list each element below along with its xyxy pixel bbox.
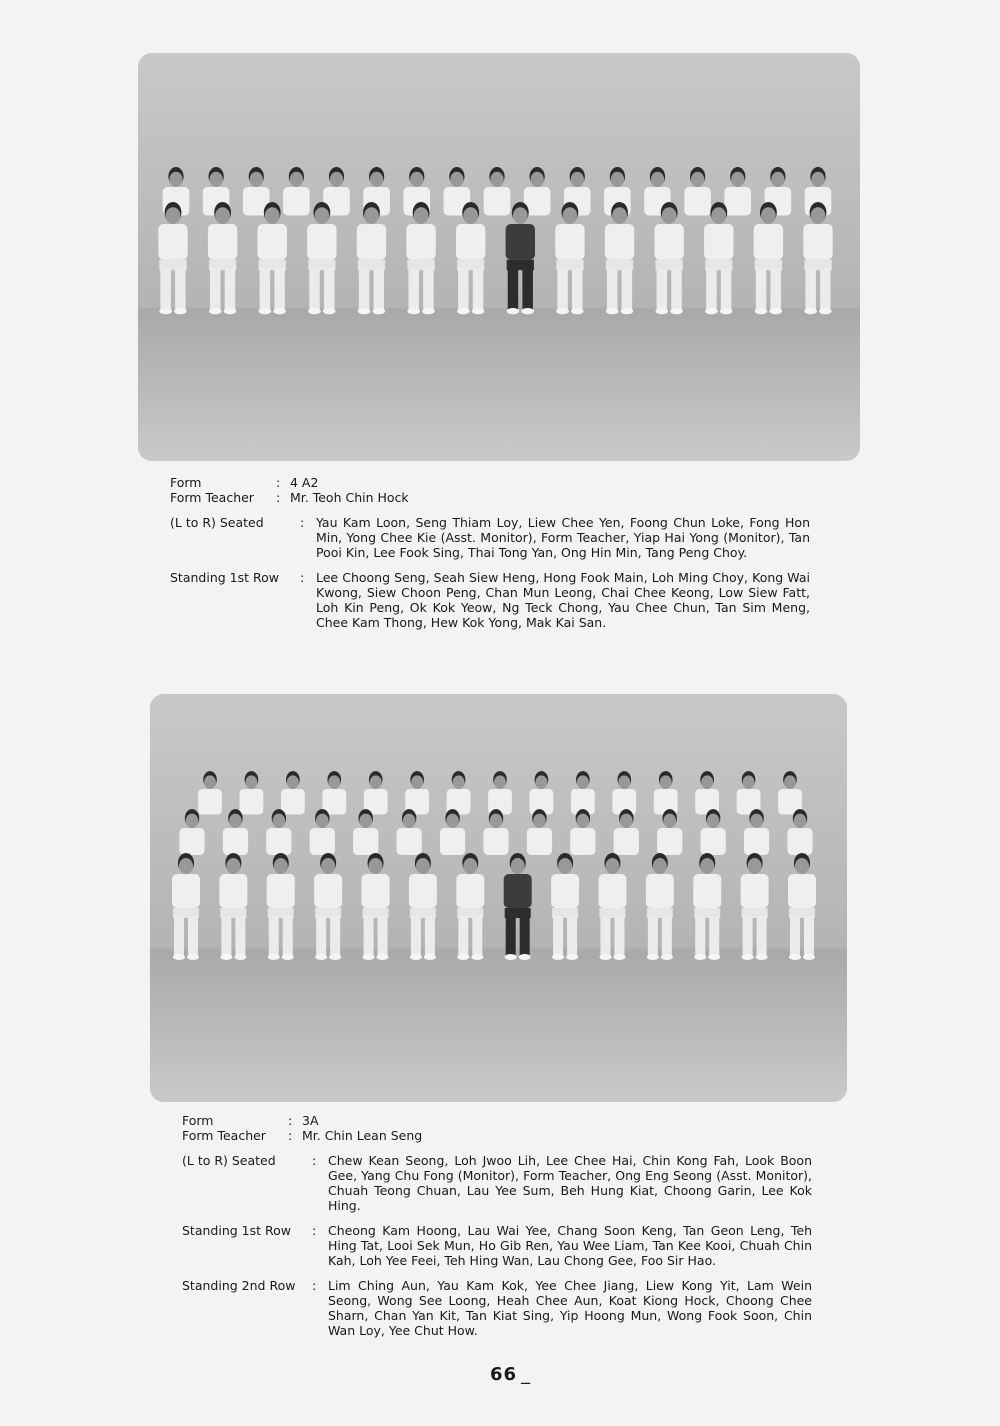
form-value: 4 A2 bbox=[290, 475, 319, 490]
colon: : bbox=[300, 515, 305, 530]
standing-1st-row bbox=[170, 570, 810, 630]
colon: : bbox=[276, 490, 281, 505]
form-teacher-label: Form Teacher bbox=[170, 490, 254, 505]
standing-1st-label: Standing 1st Row bbox=[182, 1223, 291, 1238]
form-teacher-row bbox=[182, 1128, 812, 1143]
form-label: Form bbox=[182, 1113, 214, 1128]
class-photo-4a2-image bbox=[138, 53, 860, 461]
caption-4a2 bbox=[170, 475, 810, 630]
page-number bbox=[490, 1364, 531, 1385]
standing-1st-names: Cheong Kam Hoong, Lau Wai Yee, Chang Soon Keng, Tan Geon Leng, Teh Hing Tat, Looi Sek Mun, Ho Gib Ren, Yau Wee Liam, Tan Kee Kooi, Chuah Chin Kah, Loh Yee Feei, Teh Hing Wan, Lau Chong Gee, Foo Sir Hao. bbox=[328, 1223, 812, 1268]
form-teacher-row bbox=[170, 490, 810, 505]
standing-1st-row bbox=[182, 1223, 812, 1268]
class-photo-3a-image bbox=[150, 694, 847, 1102]
colon: : bbox=[276, 475, 281, 490]
form-value: 3A bbox=[302, 1113, 319, 1128]
seated-row bbox=[170, 515, 810, 560]
standing-2nd-row bbox=[182, 1278, 812, 1338]
standing-2nd-names: Lim Ching Aun, Yau Kam Kok, Yee Chee Jiang, Liew Kong Yit, Lam Wein Seong, Wong See Loong, Heah Chee Aun, Koat Kiong Hock, Choong Chee Sharn, Chan Yan Kit, Tan Kiat Sing, Yip Hoong Mun, Wong Fook Soon, Chin Wan Loy, Yee Chut How. bbox=[328, 1278, 812, 1338]
seated-label: (L to R) Seated bbox=[170, 515, 264, 530]
colon: : bbox=[312, 1223, 317, 1238]
colon: : bbox=[312, 1153, 317, 1168]
standing-2nd-label: Standing 2nd Row bbox=[182, 1278, 296, 1293]
standing-1st-label: Standing 1st Row bbox=[170, 570, 279, 585]
page-number-value: 66 bbox=[490, 1364, 518, 1385]
colon: : bbox=[288, 1128, 293, 1143]
seated-row bbox=[182, 1153, 812, 1213]
class-photo-3a bbox=[150, 694, 847, 1102]
standing-1st-names: Lee Choong Seng, Seah Siew Heng, Hong Fook Main, Loh Ming Choy, Kong Wai Kwong, Siew Choon Peng, Chan Mun Leong, Chai Chee Keong, Low Siew Fatt, Loh Kin Peng, Ok Kok Yeow, Ng Teck Chong, Yau Chee Chun, Tan Sim Meng, Chee Kam Thong, Hew Kok Yong, Mak Kai San. bbox=[316, 570, 810, 630]
form-row bbox=[182, 1113, 812, 1128]
seated-names: Chew Kean Seong, Loh Jwoo Lih, Lee Chee Hai, Chin Kong Fah, Look Boon Gee, Yang Chu Fong (Monitor), Form Teacher, Ong Eng Seong (Asst. Monitor), Chuah Teong Chuan, Lau Yee Sum, Beh Hung Kiat, Choong Garin, Lee Kok Hing. bbox=[328, 1153, 812, 1213]
class-photo-4a2 bbox=[138, 53, 860, 461]
seated-label: (L to R) Seated bbox=[182, 1153, 276, 1168]
form-teacher-value: Mr. Chin Lean Seng bbox=[302, 1128, 423, 1143]
page-number-suffix: _ bbox=[521, 1364, 532, 1385]
form-row bbox=[170, 475, 810, 490]
colon: : bbox=[288, 1113, 293, 1128]
caption-3a bbox=[182, 1113, 812, 1338]
seated-names: Yau Kam Loon, Seng Thiam Loy, Liew Chee Yen, Foong Chun Loke, Fong Hon Min, Yong Chee Kie (Asst. Monitor), Form Teacher, Yiap Hai Yong (Monitor), Tan Pooi Kin, Lee Fook Sing, Thai Tong Yan, Ong Hin Min, Tang Peng Choy. bbox=[316, 515, 810, 560]
form-teacher-label: Form Teacher bbox=[182, 1128, 266, 1143]
colon: : bbox=[312, 1278, 317, 1293]
form-teacher-value: Mr. Teoh Chin Hock bbox=[290, 490, 409, 505]
colon: : bbox=[300, 570, 305, 585]
form-label: Form bbox=[170, 475, 202, 490]
